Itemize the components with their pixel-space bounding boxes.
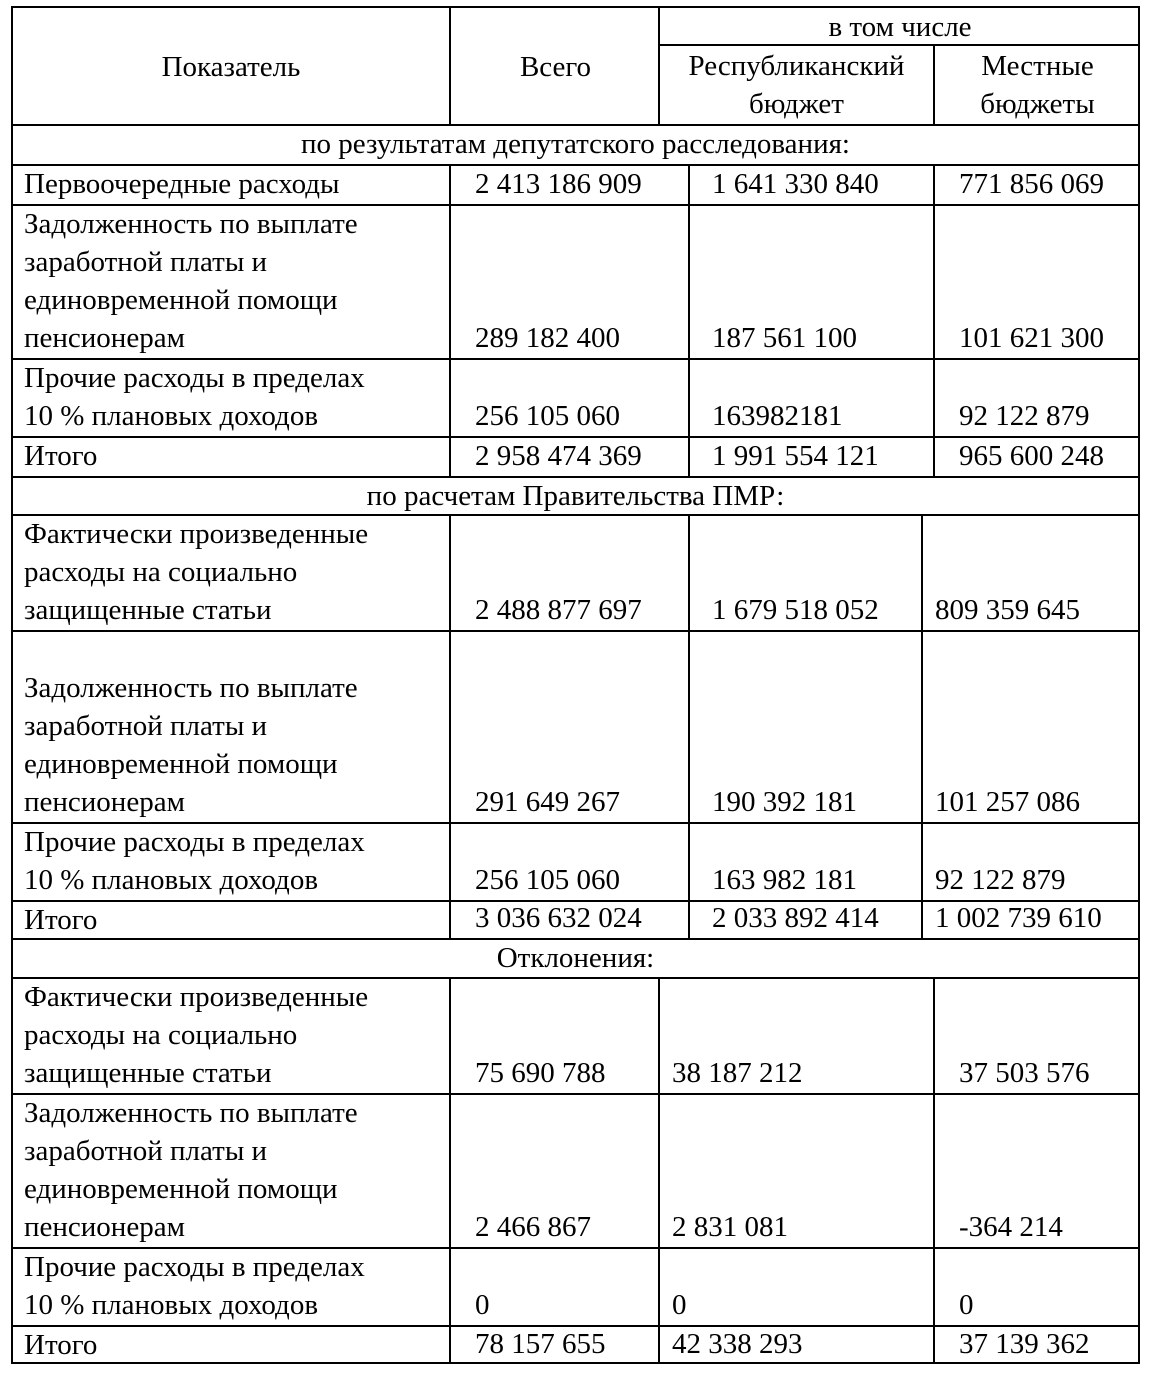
row-label-line: расходы на социально [24, 1019, 298, 1051]
row-label-line: Итого [24, 904, 98, 936]
local-cell [933, 1247, 1142, 1325]
label-cell [11, 1093, 449, 1247]
value-local: 101 621 300 [959, 322, 1104, 354]
value-republic: 1 679 518 052 [712, 594, 879, 626]
republic-cell [658, 977, 935, 1093]
value-republic: 42 338 293 [672, 1328, 803, 1360]
header-republic-line1: Республиканский [688, 50, 905, 82]
section-title: по расчетам Правительства ПМР: [366, 480, 785, 512]
row-top-line [11, 1325, 1140, 1327]
local-cell [921, 900, 1142, 938]
row-top-line [11, 1247, 1140, 1249]
row-label-line: Первоочередные расходы [24, 168, 340, 200]
value-local: 809 359 645 [935, 594, 1080, 626]
republic-cell [658, 1247, 935, 1325]
row-label-line: 10 % плановых доходов [24, 864, 319, 896]
table-row [11, 900, 1140, 938]
budget-table [11, 6, 1140, 1364]
value-total: 289 182 400 [475, 322, 620, 354]
label-cell [11, 977, 449, 1093]
value-republic: 1 641 330 840 [712, 168, 879, 200]
value-local: 771 856 069 [959, 168, 1104, 200]
value-total: 3 036 632 024 [475, 902, 642, 934]
label-cell [11, 630, 449, 822]
value-republic: 0 [672, 1289, 687, 1321]
row-top-line [11, 204, 1140, 206]
table-row [11, 1247, 1140, 1325]
value-total: 78 157 655 [475, 1328, 606, 1360]
table-row [11, 436, 1140, 476]
local-cell [933, 1093, 1142, 1247]
table-row [11, 1325, 1140, 1364]
local-cell [933, 977, 1142, 1093]
table-row [11, 1093, 1140, 1247]
row-label-line: Фактически произведенные [24, 981, 369, 1013]
table-row [11, 164, 1140, 204]
header-group-label: в том числе [828, 11, 972, 43]
local-cell [933, 204, 1142, 358]
value-local: 92 122 879 [935, 864, 1066, 896]
row-label-line: единовременной помощи [24, 748, 338, 780]
republic-cell [658, 1325, 935, 1364]
value-republic: 1 991 554 121 [712, 440, 879, 472]
row-label-line: заработной платы и [24, 1135, 268, 1167]
row-label-line: Задолженность по выплате [24, 672, 358, 704]
value-total: 75 690 788 [475, 1057, 606, 1089]
label-cell [11, 164, 449, 204]
header-divider [660, 44, 1140, 46]
table-row [11, 204, 1140, 358]
total-cell [449, 436, 690, 476]
header-total: Всего [519, 51, 592, 83]
header-indicator-cell [11, 6, 451, 124]
value-local: 0 [959, 1289, 974, 1321]
row-top-line [11, 630, 1140, 632]
row-label-line: Прочие расходы в пределах [24, 362, 365, 394]
value-total: 2 413 186 909 [475, 168, 642, 200]
value-total: 0 [475, 1289, 490, 1321]
header-group-cell [658, 6, 1140, 124]
total-cell [449, 1247, 660, 1325]
value-total: 2 958 474 369 [475, 440, 642, 472]
row-label-line: Итого [24, 1329, 98, 1361]
label-cell [11, 1247, 449, 1325]
value-local: 37 139 362 [959, 1328, 1090, 1360]
local-cell [921, 822, 1142, 900]
republic-cell [688, 164, 935, 204]
value-local: 101 257 086 [935, 786, 1080, 818]
section-title: Отклонения: [496, 942, 655, 974]
label-cell [11, 514, 449, 630]
value-local: 92 122 879 [959, 400, 1090, 432]
label-cell [11, 822, 449, 900]
label-cell [11, 358, 449, 436]
total-cell [449, 1093, 660, 1247]
value-republic: 190 392 181 [712, 786, 857, 818]
row-top-line [11, 164, 1140, 166]
label-cell [11, 436, 449, 476]
total-cell [449, 514, 690, 630]
label-cell [11, 1325, 449, 1364]
row-label-line: единовременной помощи [24, 284, 338, 316]
value-republic: 2 033 892 414 [712, 902, 879, 934]
total-cell [449, 822, 690, 900]
row-label-line: расходы на социально [24, 556, 298, 588]
row-top-line [11, 358, 1140, 360]
total-cell [449, 900, 690, 938]
label-cell [11, 204, 449, 358]
row-label-line: защищенные статьи [24, 1057, 272, 1089]
value-local: 965 600 248 [959, 440, 1104, 472]
header-local-line1: Местные [981, 50, 1094, 82]
header-local-line2: бюджеты [980, 88, 1095, 120]
value-total: 291 649 267 [475, 786, 620, 818]
republic-cell [688, 822, 923, 900]
row-label-line: пенсионерам [24, 322, 185, 354]
row-label-line: Итого [24, 440, 98, 472]
value-republic: 2 831 081 [672, 1211, 788, 1243]
row-label-line: заработной платы и [24, 710, 268, 742]
row-label-line: 10 % плановых доходов [24, 1289, 319, 1321]
republic-cell [688, 630, 923, 822]
value-local: 37 503 576 [959, 1057, 1090, 1089]
value-republic: 163982181 [712, 400, 843, 432]
row-label-line: Задолженность по выплате [24, 1097, 358, 1129]
local-cell [933, 358, 1142, 436]
row-label-line: пенсионерам [24, 786, 185, 818]
value-total: 256 105 060 [475, 400, 620, 432]
value-total: 2 488 877 697 [475, 594, 642, 626]
republic-cell [688, 514, 923, 630]
local-cell [921, 514, 1142, 630]
republic-cell [688, 358, 935, 436]
header-indicator: Показатель [161, 51, 301, 83]
value-local: 1 002 739 610 [935, 902, 1102, 934]
local-cell [933, 1325, 1142, 1364]
total-cell [449, 204, 690, 358]
republic-cell [688, 436, 935, 476]
table-row [11, 514, 1140, 630]
value-republic: 187 561 100 [712, 322, 857, 354]
row-label-line: заработной платы и [24, 246, 268, 278]
republic-cell [688, 204, 935, 358]
value-total: 256 105 060 [475, 864, 620, 896]
row-top-line [11, 514, 1140, 516]
row-top-line [11, 436, 1140, 438]
republic-cell [688, 900, 923, 938]
value-total: 2 466 867 [475, 1211, 591, 1243]
local-cell [933, 436, 1142, 476]
row-label-line: 10 % плановых доходов [24, 400, 319, 432]
row-label-line: единовременной помощи [24, 1173, 338, 1205]
table-row [11, 358, 1140, 436]
label-cell [11, 900, 449, 938]
header-republic-line2: бюджет [749, 88, 844, 120]
section-title: по результатам депутатского расследования: [301, 128, 850, 160]
row-top-line [11, 900, 1140, 902]
local-cell [933, 164, 1142, 204]
table-row [11, 630, 1140, 822]
header-total-cell [449, 6, 660, 124]
row-label-line: пенсионерам [24, 1211, 185, 1243]
local-cell [921, 630, 1142, 822]
table-row [11, 977, 1140, 1093]
table-row [11, 822, 1140, 900]
total-cell [449, 1325, 660, 1364]
row-label-line: Прочие расходы в пределах [24, 826, 365, 858]
row-top-line [11, 1093, 1140, 1095]
total-cell [449, 358, 690, 436]
row-label-line: Прочие расходы в пределах [24, 1251, 365, 1283]
table-header [11, 6, 1140, 124]
row-top-line [11, 977, 1140, 979]
row-top-line [11, 822, 1140, 824]
total-cell [449, 977, 660, 1093]
row-label-line: Задолженность по выплате [24, 208, 358, 240]
total-cell [449, 164, 690, 204]
republic-cell [658, 1093, 935, 1247]
row-label-line: Фактически произведенные [24, 518, 369, 550]
value-local: -364 214 [959, 1211, 1063, 1243]
value-republic: 163 982 181 [712, 864, 857, 896]
row-label-line: защищенные статьи [24, 594, 272, 626]
total-cell [449, 630, 690, 822]
value-republic: 38 187 212 [672, 1057, 803, 1089]
